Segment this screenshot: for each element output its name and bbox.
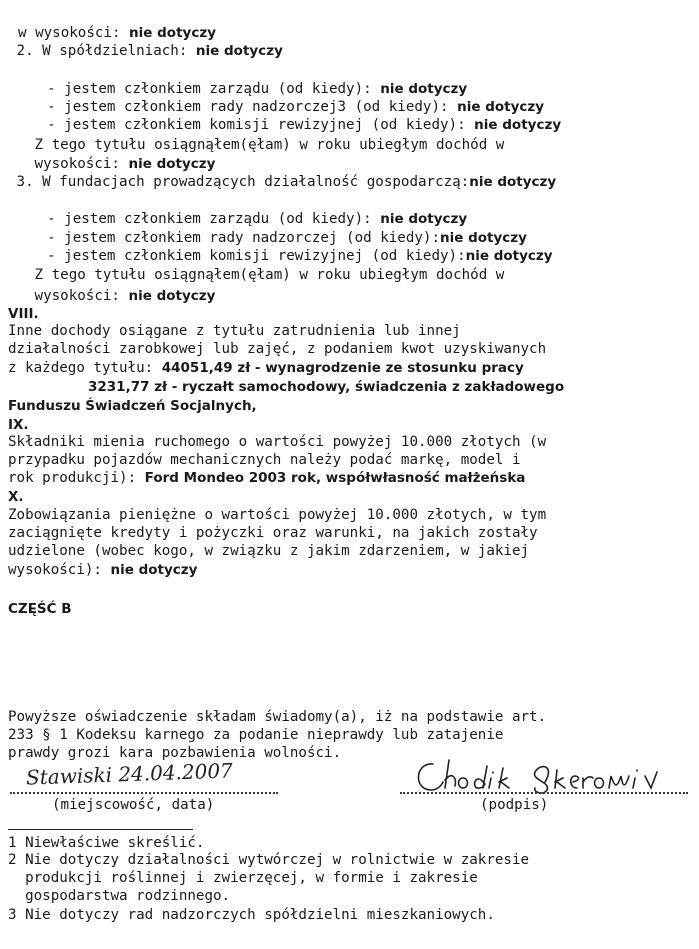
value-text: nie dotyczy [195, 43, 283, 59]
section-heading: X. [8, 489, 24, 505]
value-text: nie dotyczy [128, 288, 216, 304]
value-text: Funduszu Świadczeń Socjalnych, [8, 398, 257, 414]
text-line: Zobowiązania pieniężne o wartości powyżej 10.000 złotych, w tym [8, 507, 547, 523]
footnote: 2 Nie dotyczy działalności wytwórczej w rolnictwie w zakresie [8, 852, 530, 868]
text-line: przypadku pojazdów mechanicznych należy podać markę, model i [8, 452, 521, 468]
footnote: 3 Nie dotyczy rad nadzorczych spółdzielni mieszkaniowych. [8, 907, 495, 923]
list-item: - jestem członkiem zarządu (od kiedy): nie dotyczy [30, 81, 468, 97]
text-line: Inne dochody osiągane z tytułu zatrudnienia lub innej [8, 323, 461, 339]
text-line: z każdego tytułu: 44051,49 zł - wynagrodzenie ze stosunku pracy [8, 360, 524, 376]
text-line: Z tego tytułu osiągnąłem(ęłam) w roku ubiegłym dochód w [26, 267, 505, 283]
section-heading: VIII. [8, 306, 39, 322]
footnote: produkcji roślinnej i zwierzęcej, w formie i zakresie [8, 870, 478, 886]
section-heading: IX. [8, 417, 29, 433]
value-text: nie dotyczy [380, 81, 468, 97]
text-line: w wysokości: nie dotyczy [18, 25, 216, 41]
value-text: nie dotyczy [110, 562, 198, 578]
value-text: nie dotyczy [440, 230, 527, 246]
list-item: - jestem członkiem rady nadzorczej (od kiedy):nie dotyczy [30, 230, 527, 246]
list-item: - jestem członkiem rady nadzorczej3 (od kiedy): nie dotyczy [30, 99, 545, 115]
text-line: wysokości: nie dotyczy [26, 288, 216, 304]
text-line: Powyższe oświadczenie składam świadomy(a), iż na podstawie art. [8, 709, 547, 725]
list-item: - jestem członkiem komisji rewizyjnej (od kiedy):nie dotyczy [30, 248, 553, 264]
value-text: 44051,49 zł - wynagrodzenie ze stosunku pracy [161, 360, 524, 376]
value-text: nie dotyczy [457, 99, 545, 115]
text-line: Składniki mienia ruchomego o wartości powyżej 10.000 złotych (w [8, 434, 547, 450]
value-text: nie dotyczy [129, 25, 216, 41]
text-line: wysokości): nie dotyczy [8, 562, 198, 578]
text-line: 233 § 1 Kodeksu karnego za podanie nieprawdy lub zatajenie [8, 727, 504, 743]
list-item: - jestem członkiem komisji rewizyjnej (od kiedy): nie dotyczy [30, 117, 562, 133]
footnote-divider [8, 829, 193, 830]
signature-caption: (podpis) [480, 797, 549, 813]
text-line: udzielone (wobec kogo, w związku z jakim zdarzeniem, w jakiej [8, 543, 530, 559]
signature-image [395, 752, 685, 802]
value-text: nie dotyczy [128, 156, 216, 172]
signature-line [400, 792, 688, 794]
text-line: zaciągnięte kredyty i pożyczki oraz warunki, na jakich zostały [8, 525, 538, 541]
footnote: gospodarstwa rodzinnego. [8, 888, 231, 904]
footnote: 1 Niewłaściwe skreślić. [8, 835, 205, 851]
value-text: nie dotyczy [469, 174, 557, 190]
handwritten-place-date: Stawiski 24.04.2007 [25, 758, 234, 790]
text-line: wysokości: nie dotyczy [26, 156, 216, 172]
value-text: 3231,77 zł - ryczałt samochodowy, świadczenia z zakładowego [88, 379, 565, 395]
text-line: rok produkcji): Ford Mondeo 2003 rok, współwłasność małżeńska [8, 470, 526, 486]
value-text: nie dotyczy [465, 248, 553, 264]
list-item: 3. W fundacjach prowadzących działalność gospodarczą:nie dotyczy [8, 174, 557, 190]
text-line: Z tego tytułu osiągnąłem(ęłam) w roku ubiegłym dochód w [26, 137, 505, 153]
text-line: działalności zarobkowej lub zajęć, z podaniem kwot uzyskiwanych [8, 341, 547, 357]
value-text: Ford Mondeo 2003 rok, współwłasność małżeńska [144, 470, 526, 486]
part-heading: CZĘŚĆ B [8, 601, 72, 617]
place-date-line [10, 792, 278, 794]
text-line: prawdy grozi kara pozbawienia wolności. [8, 745, 342, 761]
value-text: nie dotyczy [474, 117, 562, 133]
value-text: nie dotyczy [380, 211, 468, 227]
place-date-caption: (miejscowość, data) [52, 797, 215, 813]
list-item: 2. W spółdzielniach: nie dotyczy [8, 43, 283, 59]
list-item: - jestem członkiem zarządu (od kiedy): nie dotyczy [30, 211, 468, 227]
